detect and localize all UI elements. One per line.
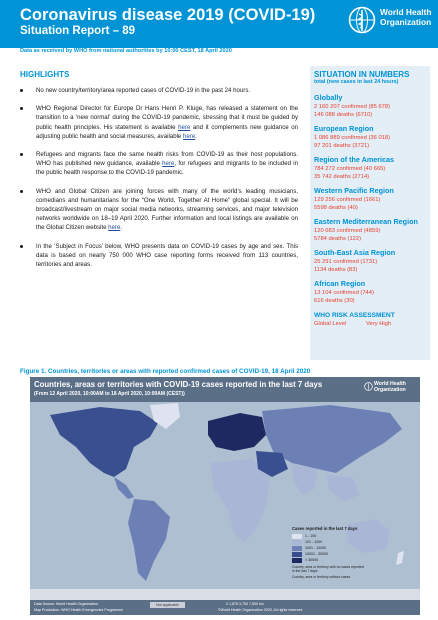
numbers-subtitle: total (new cases in last 24 hours) (314, 79, 399, 85)
highlight-text: In the ‘Subject in Focus’ below, WHO presents data on COVID-19 cases by age and sex. This data is based on nearly 750 000 WHO case reporting forms received from 113 countries, territories and areas. (36, 242, 298, 269)
region-confirmed: 1 086 889 confirmed (36 018) (314, 135, 391, 141)
bullet-icon (20, 153, 23, 156)
southeast-asia-shape (326, 475, 360, 501)
antarctica-shape (30, 589, 420, 600)
highlight-text: No new country/territory/area reported cases of COVID-19 in the past 24 hours. (36, 87, 251, 94)
region-deaths: 616 deaths (30) (314, 298, 355, 304)
risk-level-label: Global Level (314, 321, 347, 327)
region-name: Eastern Mediterranean Region (314, 217, 418, 226)
highlight-text: and it complements new guidance on adjusting public health and social measures, available (36, 123, 298, 140)
legend-note-no-cases: Country, area or territory without cases (292, 575, 351, 580)
risk-assessment-row (314, 320, 426, 328)
legend-swatch (292, 552, 302, 557)
who-emblem-small-icon (364, 382, 373, 391)
legend-label: > 30000 (305, 558, 319, 562)
bullet-icon (20, 245, 23, 248)
report-subtitle: Situation Report – 89 (20, 25, 136, 37)
north-america-shape (50, 407, 158, 477)
map-organization-name (374, 381, 406, 393)
here-link[interactable]: here (178, 123, 191, 131)
region-block (314, 248, 426, 274)
region-deaths: 97 201 deaths (3721) (314, 143, 370, 149)
bullet-icon (20, 190, 23, 193)
here-link[interactable]: here (108, 224, 121, 232)
region-block (314, 217, 426, 243)
region-confirmed: 784 272 confirmed (40 665) (314, 166, 386, 172)
legend-label: 10001 - 30000 (305, 552, 329, 556)
highlight-text: . (195, 132, 197, 140)
highlights-heading: HIGHLIGHTS (20, 70, 70, 79)
region-block (314, 186, 426, 212)
bullet-icon (20, 107, 23, 110)
region-block (314, 279, 426, 305)
highlight-item (20, 187, 298, 233)
region-name: Region of the Americas (314, 155, 395, 164)
legend-swatch (292, 558, 302, 563)
highlight-text: . (120, 224, 123, 232)
legend-label: 101 - 1000 (305, 540, 323, 544)
region-confirmed: 25 291 confirmed (1731) (314, 259, 378, 265)
africa-shape (210, 459, 270, 543)
highlights-list (20, 86, 298, 278)
region-deaths: 146 088 deaths (6710) (314, 112, 373, 118)
org-line-2: Organization (380, 17, 432, 27)
region-confirmed: 120 683 confirmed (4859) (314, 228, 381, 234)
highlight-item (20, 86, 298, 95)
map-org-line-2: Organization (374, 387, 406, 393)
legend-note-no-recent: Country, area or territory with no cases reported in the last 7 days (292, 565, 364, 574)
map-title: Countries, areas or territories with COVID-19 cases reported in the last 7 days (34, 380, 323, 389)
highlight-text: Refugees and migrants face the same health risks from COVID-19 as their host populations. WHO has published new guidance, available (36, 151, 298, 168)
map-legend (292, 526, 366, 580)
org-line-1: World Health (380, 7, 432, 17)
region-name: South-East Asia Region (314, 248, 396, 257)
region-block (314, 93, 426, 119)
highlight-text: WHO Regional Director for Europe Dr Hans Henri P. Kluge, has released a statement on the transition to a ‘new normal’ during the COVID-19 pandemic, stressing that it must be guided by public health principles. His statement is available (36, 105, 298, 131)
legend-swatch (292, 534, 302, 539)
region-name: Western Pacific Region (314, 186, 394, 195)
report-header (0, 0, 438, 48)
legend-bins (292, 533, 366, 563)
here-link[interactable]: here (183, 132, 196, 140)
data-received-line: Data as received by WHO from national authorities by 10:00 CEST, 18 April 2020 (20, 48, 232, 54)
legend-label: 1001 - 10000 (305, 546, 327, 550)
organization-name (380, 7, 432, 27)
region-confirmed: 2 160 207 confirmed (85 678) (314, 104, 391, 110)
numbers-title: SITUATION IN NUMBERS (314, 70, 410, 79)
legend-row (292, 557, 366, 563)
europe-shape (208, 413, 266, 451)
map-footer (30, 600, 420, 615)
situation-in-numbers-panel (310, 66, 430, 360)
map-scale: 0 1,875 3,750 7,500 km (226, 602, 264, 606)
highlight-text: WHO and Global Citizen are joining forces with many of the world’s leading musicians, comedians and humanitarians for the “One World, Together At Home” global special. It will be broadcast/livestream on major social media networks, streaming services, and major television networks worldwide on 18–19 April 2020. Further information and local listings are available on the Global Citizen website (36, 187, 298, 232)
region-deaths: 5598 deaths (40) (314, 205, 358, 211)
central-america-shape (114, 477, 134, 499)
highlight-item (20, 150, 298, 178)
region-block (314, 155, 426, 181)
not-applicable-key: Not applicable (150, 602, 185, 608)
bullet-icon (20, 89, 23, 92)
region-confirmed: 129 256 confirmed (1661) (314, 197, 381, 203)
figure-caption: Figure 1. Countries, territories or areas with reported confirmed cases of COVID-19, 18 April 2020 (20, 368, 311, 375)
map-org-line-1: World Health (374, 381, 406, 387)
highlight-item (20, 104, 298, 141)
legend-title: Cases reported in the last 7 days (292, 526, 358, 531)
risk-level-value: Very High (366, 321, 392, 327)
map-data-source: Data Source: World Health Organization (34, 602, 99, 606)
legend-label: 1 - 100 (305, 534, 317, 538)
highlight-item (20, 242, 298, 270)
highlight-text: , for refugees and migrants to be included in the public health response to the COVID-19 pandemic. (36, 160, 298, 177)
map-copyright: ©World Health Organization 2020, All rights reserved. (218, 608, 304, 612)
who-emblem-icon (348, 6, 376, 34)
region-confirmed: 13 104 confirmed (744) (314, 290, 374, 296)
region-list (314, 93, 426, 305)
world-map-figure (30, 377, 420, 615)
region-name: African Region (314, 279, 366, 288)
map-production: Map Production: WHO Health Emergencies Programme (34, 608, 124, 612)
legend-swatch (292, 546, 302, 551)
south-asia-shape (292, 465, 318, 495)
map-subtitle: (From 12 April 2020, 10:00AM to 18 April 2020, 10:00AM (CEST)) (34, 391, 185, 397)
risk-assessment-title: WHO RISK ASSESSMENT (314, 312, 395, 319)
new-zealand-shape (396, 551, 404, 565)
region-name: European Region (314, 124, 374, 133)
south-america-shape (128, 499, 170, 581)
region-deaths: 1134 deaths (83) (314, 267, 358, 273)
region-deaths: 5784 deaths (122) (314, 236, 362, 242)
legend-swatch (292, 540, 302, 545)
region-deaths: 35 742 deaths (2714) (314, 174, 370, 180)
region-block (314, 124, 426, 150)
report-title: Coronavirus disease 2019 (COVID-19) (20, 6, 316, 24)
here-link[interactable]: here (162, 160, 175, 168)
region-name: Globally (314, 93, 343, 102)
